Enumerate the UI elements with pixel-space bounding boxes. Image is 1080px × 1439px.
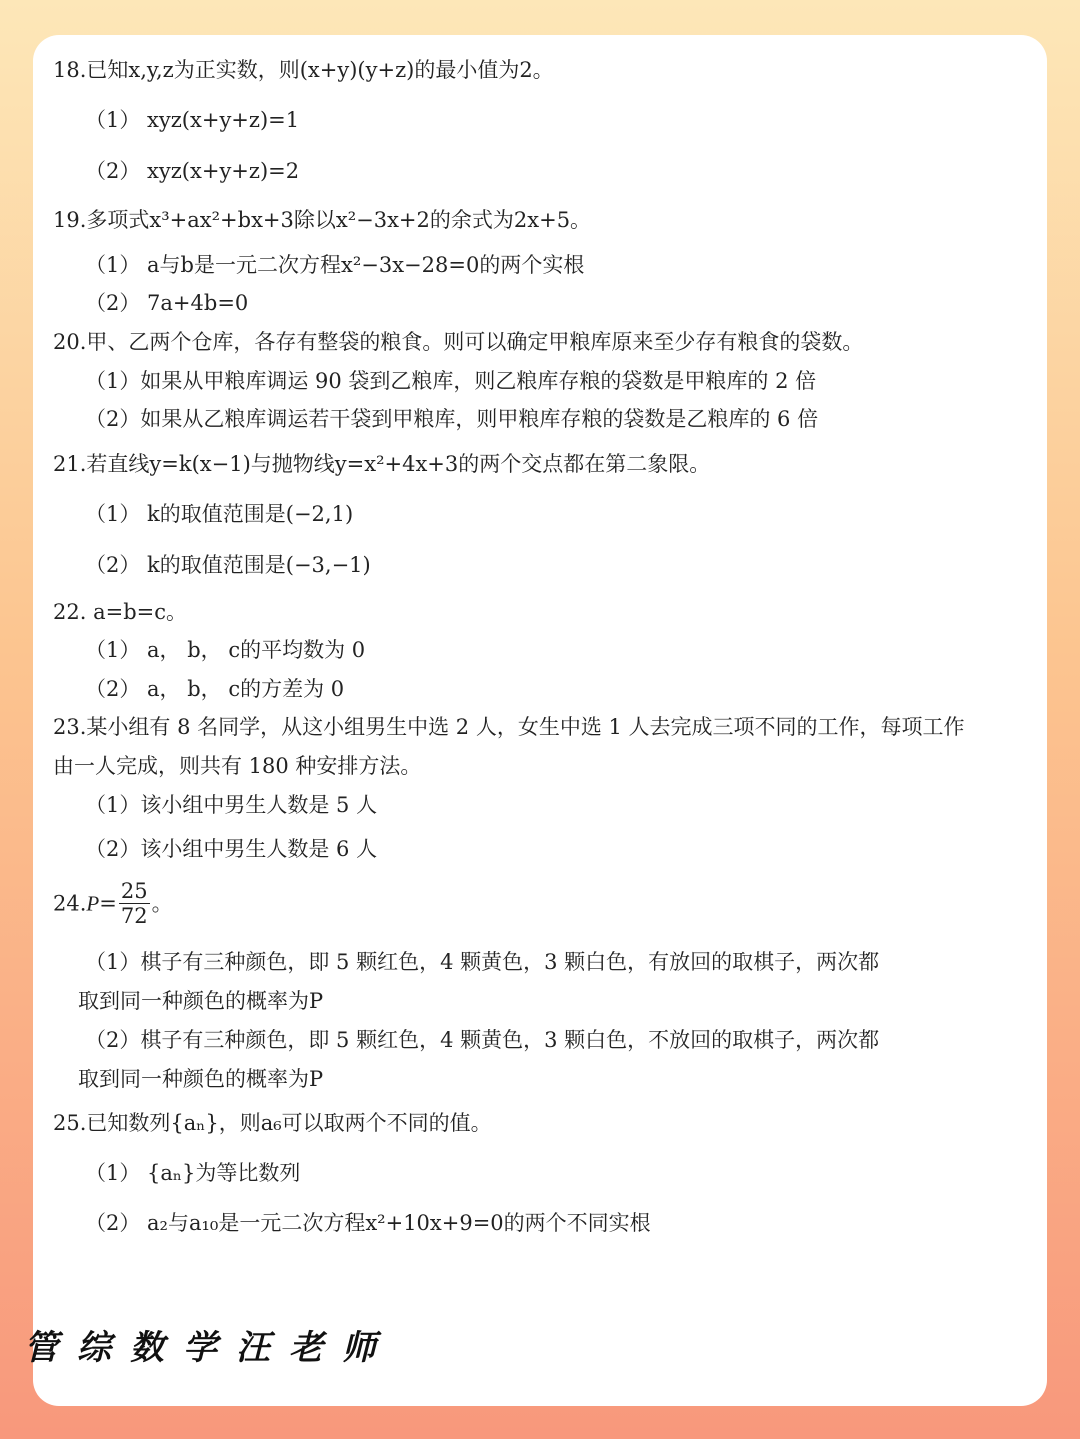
question-card <box>33 35 1047 1406</box>
q24-stem-prefix: 24. <box>53 891 87 916</box>
q23-option-1: （1）该小组中男生人数是 5 人 <box>85 793 378 817</box>
q24-stem-variable: P <box>86 891 100 916</box>
q23-stem-line-1: 23.某小组有 8 名同学，从这小组男生中选 2 人，女生中选 1 人去完成三项不同的工作，每项工作 <box>53 715 965 739</box>
q24-stem-suffix: 。 <box>151 891 173 916</box>
q20-stem: 20.甲、乙两个仓库，各存有整袋的粮食。则可以确定甲粮库原来至少存有粮食的袋数。 <box>53 330 864 354</box>
q24-stem-equals: = <box>99 891 117 916</box>
q24-fraction <box>119 879 150 928</box>
q25-option-1: （1） {aₙ}为等比数列 <box>85 1161 301 1185</box>
q19-stem: 19.多项式x³+ax²+bx+3除以x²−3x+2的余式为2x+5。 <box>53 208 592 232</box>
q18-stem: 18.已知x,y,z为正实数，则(x+y)(y+z)的最小值为2。 <box>53 58 554 82</box>
q19-option-2: （2） 7a+4b=0 <box>85 291 249 315</box>
q22-option-2: （2） a， b， c的方差为 0 <box>85 677 345 701</box>
q23-stem-line-2: 由一人完成，则共有 180 种安排方法。 <box>53 754 422 778</box>
q20-option-2: （2）如果从乙粮库调运若干袋到甲粮库，则甲粮库存粮的袋数是乙粮库的 6 倍 <box>85 407 819 431</box>
q24-option-1-line-1: （1）棋子有三种颜色，即 5 颗红色，4 颗黄色，3 颗白色，有放回的取棋子，两次都 <box>85 950 880 974</box>
q18-option-1: （1） xyz(x+y+z)=1 <box>85 108 300 132</box>
q24-fraction-numerator: 25 <box>120 879 148 903</box>
q25-option-2: （2） a₂与a₁₀是一元二次方程x²+10x+9=0的两个不同实根 <box>85 1211 651 1235</box>
q24-option-2-line-1: （2）棋子有三种颜色，即 5 颗红色，4 颗黄色，3 颗白色，不放回的取棋子，两次都 <box>85 1028 880 1052</box>
author-signature: 管综数学汪老师 <box>24 1328 395 1368</box>
q24-stem <box>53 879 173 928</box>
q24-option-1-line-2: 取到同一种颜色的概率为P <box>78 989 324 1013</box>
q21-stem: 21.若直线y=k(x−1)与抛物线y=x²+4x+3的两个交点都在第二象限。 <box>53 452 711 476</box>
q24-option-2-line-2: 取到同一种颜色的概率为P <box>78 1067 324 1091</box>
q22-option-1: （1） a， b， c的平均数为 0 <box>85 638 366 662</box>
q25-stem: 25.已知数列{aₙ}，则a₆可以取两个不同的值。 <box>53 1111 492 1135</box>
q22-stem: 22. a=b=c。 <box>53 600 187 624</box>
q18-option-2: （2） xyz(x+y+z)=2 <box>85 159 300 183</box>
q20-option-1: （1）如果从甲粮库调运 90 袋到乙粮库，则乙粮库存粮的袋数是甲粮库的 2 倍 <box>85 369 817 393</box>
q21-option-1: （1） k的取值范围是(−2,1) <box>85 502 354 526</box>
q21-option-2: （2） k的取值范围是(−3,−1) <box>85 553 371 577</box>
q19-option-1: （1） a与b是一元二次方程x²−3x−28=0的两个实根 <box>85 253 585 277</box>
q24-fraction-denominator: 72 <box>120 904 148 928</box>
q23-option-2: （2）该小组中男生人数是 6 人 <box>85 837 378 861</box>
